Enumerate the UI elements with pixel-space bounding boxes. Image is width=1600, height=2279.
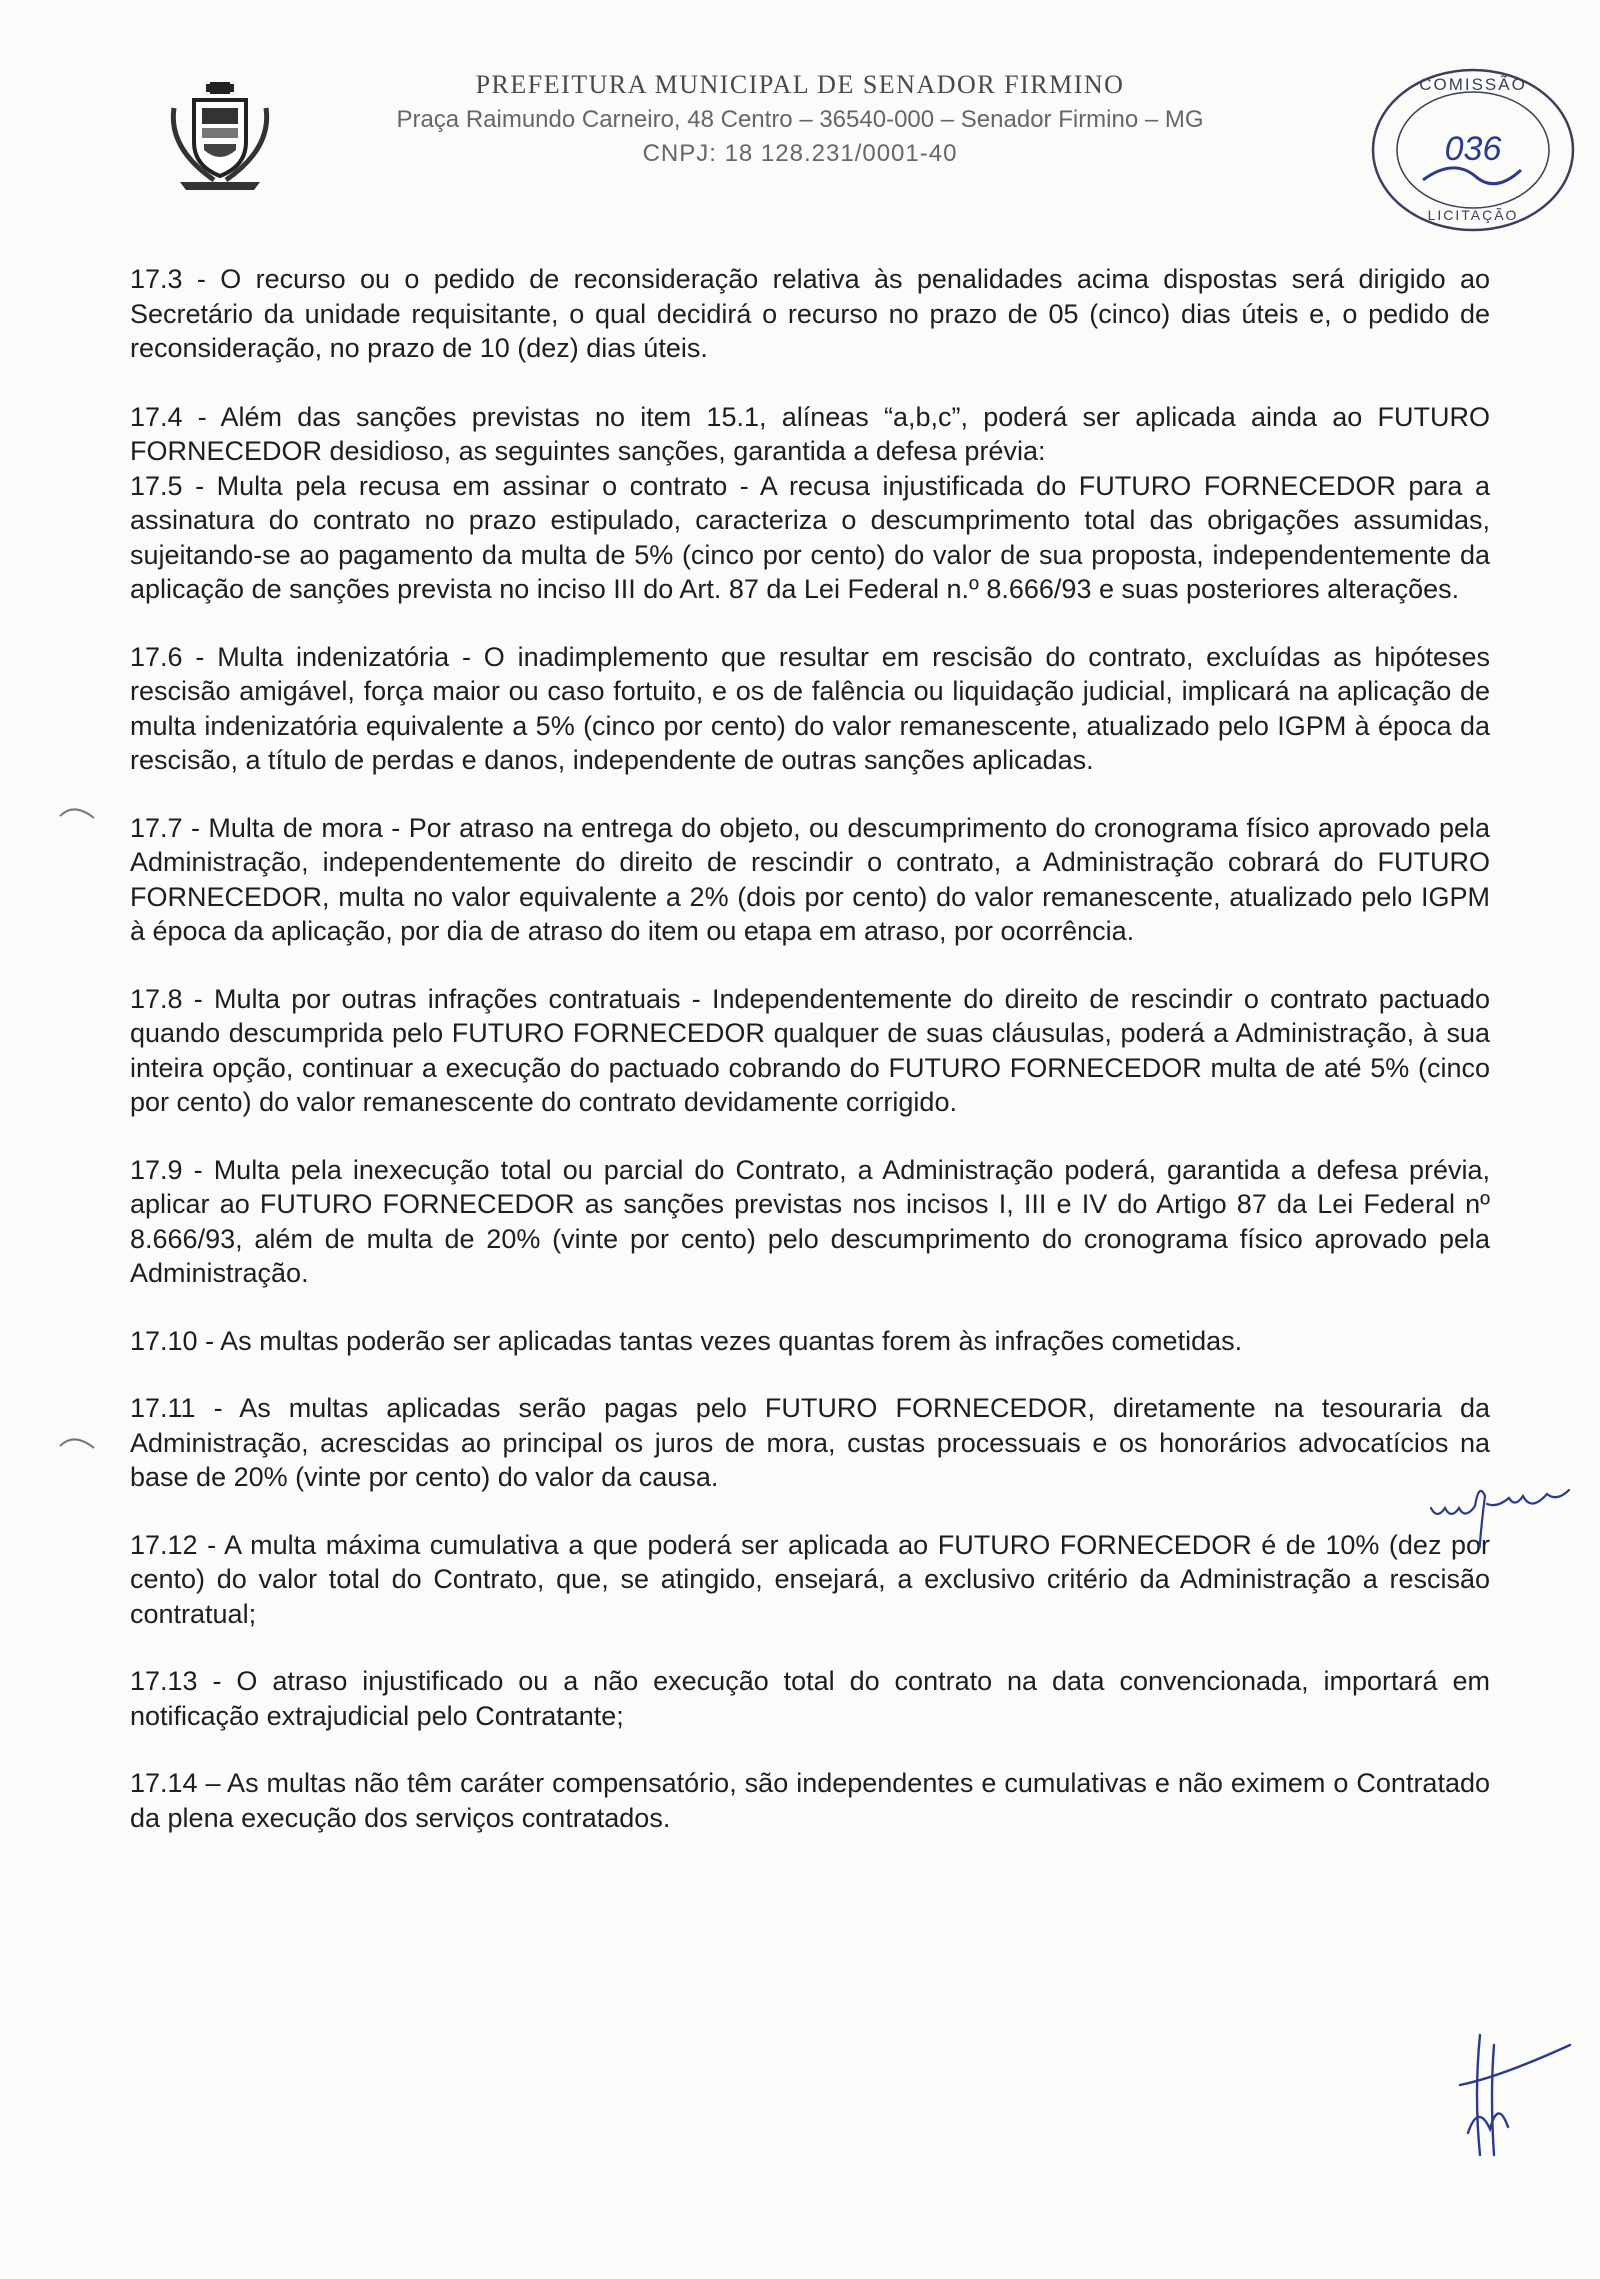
stamp-ring-text: COMISSÃO xyxy=(1419,75,1527,94)
clause-17-3: 17.3 - O recurso ou o pedido de reconsideração relativa às penalidades acima dispostas será dirigido ao Secretário da unidade requisitante, o qual decidirá o recurso no prazo de 05 (cinco) dias úteis e, o pedido de reconsideração, no prazo de 10 (dez) dias úteis. xyxy=(130,264,1490,363)
municipal-crest-icon xyxy=(160,78,280,198)
prefecture-cnpj: CNPJ: 18 128.231/0001-40 xyxy=(642,140,958,167)
prefecture-address: Praça Raimundo Carneiro, 48 Centro – 36540-000 – Senador Firmino – MG xyxy=(396,106,1204,133)
letterhead xyxy=(300,70,1300,168)
clause-17-6: 17.6 - Multa indenizatória - O inadimplemento que resultar em rescisão do contrato, excluídas as hipóteses rescisão amigável, força maior ou caso fortuito, e os de falência ou liquidação judicial, implicará na aplicação de multa indenizatória equivalente a 5% (cinco por cento) do valor remanescente, atualizado pelo IGPM à época da rescisão, a título de perdas e danos, independente de outras sanções aplicadas. xyxy=(130,641,1490,775)
clause-17-8: 17.8 - Multa por outras infrações contratuais - Independentemente do direito de rescindir o contrato pactuado quando descumprida pelo FUTURO FORNECEDOR qualquer de suas cláusulas, poderá a Administração, à sua inteira opção, continuar a execução do pactuado cobrando do FUTURO FORNECEDOR multa de até 5% (cinco por cento) do valor remanescente do contrato devidamente corrigido. xyxy=(130,983,1490,1117)
clause-17-4: 17.4 - Além das sanções previstas no item 15.1, alíneas “a,b,c”, poderá ser aplicada ainda ao FUTURO FORNECEDOR desidioso, as seguintes sanções, garantida a defesa prévia: xyxy=(130,401,1490,466)
stamp-page-number: 036 xyxy=(1444,130,1502,168)
clause-17-9: 17.9 - Multa pela inexecução total ou parcial do Contrato, a Administração poderá, garantida a defesa prévia, aplicar ao FUTURO FORNECEDOR as sanções previstas nos incisos I, III e IV do Artigo 87 da Lei Federal nº 8.666/93, além de multa de 20% (vinte por cento) pelo descumprimento do cronograma físico aprovado pela Administração. xyxy=(130,1154,1490,1288)
clause-17-11: 17.11 - As multas aplicadas serão pagas pelo FUTURO FORNECEDOR, diretamente na tesouraria da Administração, acrescidas ao principal os juros de mora, custas processuais e os honorários advocatícios na base de 20% (vinte por cento) do valor da causa. xyxy=(130,1393,1490,1492)
document-body xyxy=(130,262,1490,1868)
clause-17-10: 17.10 - As multas poderão ser aplicadas tantas vezes quantas forem às infrações cometidas. xyxy=(130,1325,1243,1356)
margin-mark-2 xyxy=(58,1430,98,1450)
handwritten-initials xyxy=(1440,2015,1580,2165)
clause-17-12: 17.12 - A multa máxima cumulativa a que poderá ser aplicada ao FUTURO FORNECEDOR é de 10% (dez por cento) do valor total do Contrato, que, se atingido, ensejará, a exclusivo critério da Administração a rescisão contratual; xyxy=(130,1529,1490,1629)
clause-17-13: 17.13 - O atraso injustificado ou a não execução total do contrato na data convencionada, importará em notificação extrajudicial pelo Contratante; xyxy=(130,1666,1490,1731)
margin-mark-1 xyxy=(58,800,98,820)
clause-17-14: 17.14 – As multas não têm caráter compensatório, são independentes e cumulativas e não eximem o Contratado da plena execução dos serviços contratados. xyxy=(130,1768,1490,1833)
clause-17-5: 17.5 - Multa pela recusa em assinar o contrato - A recusa injustificada do FUTURO FORNECEDOR para a assinatura do contrato no prazo estipulado, caracteriza o descumprimento total das obrigações assumidas, sujeitando-se ao pagamento da multa de 5% (cinco por cento) do valor de sua proposta, independentemente da aplicação de sanções prevista no inciso III do Art. 87 da Lei Federal n.º 8.666/93 e suas posteriores alterações. xyxy=(130,470,1490,604)
commission-stamp xyxy=(1365,62,1580,237)
clause-17-7: 17.7 - Multa de mora - Por atraso na entrega do objeto, ou descumprimento do cronograma físico aprovado pela Administração, independentemente do direito de rescindir o contrato, a Administração cobrará do FUTURO FORNECEDOR, multa no valor equivalente a 2% (dois por cento) do valor remanescente, atualizado pelo IGPM à época da aplicação, por dia de atraso do item ou etapa em atraso, por ocorrência. xyxy=(130,812,1490,946)
handwritten-signature-1 xyxy=(1425,1468,1585,1548)
prefecture-name: PREFEITURA MUNICIPAL DE SENADOR FIRMINO xyxy=(475,70,1125,99)
stamp-bottom-text: LICITAÇÃO xyxy=(1427,207,1519,223)
